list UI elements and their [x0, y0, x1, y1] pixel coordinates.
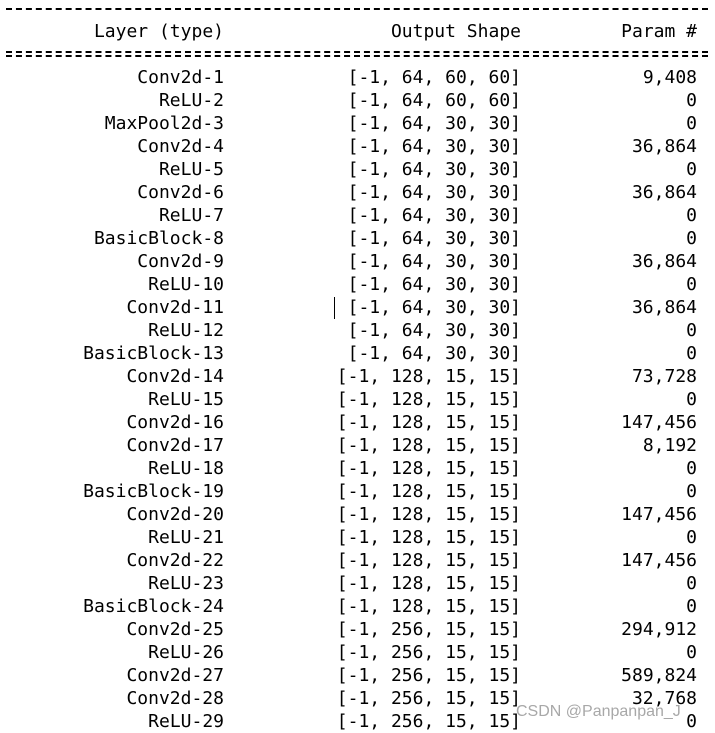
table-row — [0, 66, 715, 89]
layer-name: Conv2d-9 — [137, 251, 224, 272]
table-row — [0, 618, 715, 641]
table-row — [0, 181, 715, 204]
table-row — [0, 227, 715, 250]
output-shape: [-1, 64, 30, 30] — [347, 343, 521, 364]
param-count: 589,824 — [621, 665, 697, 686]
table-row — [0, 365, 715, 388]
output-shape: [-1, 64, 30, 30] — [347, 159, 521, 180]
param-count: 0 — [686, 458, 697, 479]
table-row — [0, 480, 715, 503]
param-count: 0 — [686, 642, 697, 663]
param-count: 0 — [686, 90, 697, 111]
layer-name: Conv2d-20 — [126, 504, 224, 525]
param-count: 0 — [686, 205, 697, 226]
param-count: 0 — [686, 711, 697, 732]
header-param-count: Param # — [621, 21, 697, 42]
table-row — [0, 411, 715, 434]
table-row — [0, 595, 715, 618]
output-shape: [-1, 64, 30, 30] — [347, 251, 521, 272]
top-divider — [6, 8, 708, 10]
table-row — [0, 342, 715, 365]
output-shape: [-1, 256, 15, 15] — [336, 642, 521, 663]
output-shape: [-1, 128, 15, 15] — [336, 573, 521, 594]
table-row — [0, 503, 715, 526]
param-count: 0 — [686, 481, 697, 502]
param-count: 0 — [686, 159, 697, 180]
table-row — [0, 296, 715, 319]
layer-name: ReLU-2 — [158, 90, 224, 111]
param-count: 0 — [686, 343, 697, 364]
output-shape: [-1, 128, 15, 15] — [336, 458, 521, 479]
table-row — [0, 204, 715, 227]
table-row — [0, 273, 715, 296]
layer-name: ReLU-18 — [148, 458, 224, 479]
output-shape: [-1, 128, 15, 15] — [336, 412, 521, 433]
layer-name: BasicBlock-8 — [93, 228, 224, 249]
layer-name: Conv2d-22 — [126, 550, 224, 571]
layer-name: Conv2d-25 — [126, 619, 224, 640]
layer-name: Conv2d-28 — [126, 688, 224, 709]
output-shape: [-1, 256, 15, 15] — [336, 711, 521, 732]
output-shape: [-1, 128, 15, 15] — [336, 596, 521, 617]
table-row — [0, 89, 715, 112]
param-count: 8,192 — [642, 435, 697, 456]
header-output-shape: Output Shape — [390, 21, 521, 42]
param-count: 0 — [686, 573, 697, 594]
output-shape: [-1, 128, 15, 15] — [336, 527, 521, 548]
output-shape: [-1, 64, 30, 30] — [347, 182, 521, 203]
layer-name: ReLU-10 — [148, 274, 224, 295]
param-count: 36,864 — [631, 251, 697, 272]
param-count: 32,768 — [631, 688, 697, 709]
layer-name: Conv2d-17 — [126, 435, 224, 456]
param-count: 0 — [686, 320, 697, 341]
param-count: 147,456 — [621, 412, 697, 433]
table-row — [0, 319, 715, 342]
layer-name: BasicBlock-19 — [83, 481, 224, 502]
watermark: CSDN @Panpanpan_J — [516, 703, 681, 720]
param-count: 0 — [686, 113, 697, 134]
table-row — [0, 158, 715, 181]
header-divider — [6, 51, 708, 57]
output-shape: [-1, 128, 15, 15] — [336, 389, 521, 410]
output-shape: [-1, 128, 15, 15] — [336, 550, 521, 571]
table-row — [0, 641, 715, 664]
output-shape: [-1, 64, 30, 30] — [347, 297, 521, 318]
param-count: 0 — [686, 389, 697, 410]
layer-name: Conv2d-14 — [126, 366, 224, 387]
table-row — [0, 572, 715, 595]
layer-name: BasicBlock-13 — [83, 343, 224, 364]
layer-name: ReLU-12 — [148, 320, 224, 341]
output-shape: [-1, 64, 60, 60] — [347, 90, 521, 111]
param-count: 36,864 — [631, 182, 697, 203]
layer-name: Conv2d-16 — [126, 412, 224, 433]
layer-name: ReLU-26 — [148, 642, 224, 663]
table-row — [0, 135, 715, 158]
output-shape: [-1, 64, 30, 30] — [347, 320, 521, 341]
param-count: 0 — [686, 228, 697, 249]
layer-name: ReLU-23 — [148, 573, 224, 594]
layer-name: ReLU-29 — [148, 711, 224, 732]
output-shape: [-1, 64, 60, 60] — [347, 67, 521, 88]
layer-name: BasicBlock-24 — [83, 596, 224, 617]
layer-name: ReLU-5 — [158, 159, 224, 180]
param-count: 147,456 — [621, 504, 697, 525]
layer-name: Conv2d-11 — [126, 297, 224, 318]
output-shape: [-1, 128, 15, 15] — [336, 504, 521, 525]
layer-name: ReLU-7 — [158, 205, 224, 226]
output-shape: [-1, 256, 15, 15] — [336, 665, 521, 686]
layer-name: Conv2d-27 — [126, 665, 224, 686]
table-row — [0, 526, 715, 549]
table-header — [0, 20, 715, 43]
header-layer-type: Layer (type) — [93, 21, 224, 42]
table-row — [0, 434, 715, 457]
param-count: 0 — [686, 527, 697, 548]
param-count: 36,864 — [631, 136, 697, 157]
layer-name: MaxPool2d-3 — [104, 113, 224, 134]
layer-name: ReLU-21 — [148, 527, 224, 548]
output-shape: [-1, 128, 15, 15] — [336, 366, 521, 387]
table-row — [0, 112, 715, 135]
table-row — [0, 250, 715, 273]
param-count: 9,408 — [642, 67, 697, 88]
param-count: 0 — [686, 596, 697, 617]
layer-name: Conv2d-6 — [137, 182, 224, 203]
output-shape: [-1, 64, 30, 30] — [347, 113, 521, 134]
output-shape: [-1, 256, 15, 15] — [336, 688, 521, 709]
param-count: 36,864 — [631, 297, 697, 318]
param-count: 0 — [686, 274, 697, 295]
table-row — [0, 664, 715, 687]
output-shape: [-1, 64, 30, 30] — [347, 228, 521, 249]
output-shape: [-1, 64, 30, 30] — [347, 205, 521, 226]
table-row — [0, 388, 715, 411]
param-count: 147,456 — [621, 550, 697, 571]
table-row — [0, 549, 715, 572]
layer-name: Conv2d-1 — [137, 67, 224, 88]
param-count: 73,728 — [631, 366, 697, 387]
output-shape: [-1, 128, 15, 15] — [336, 435, 521, 456]
text-cursor — [334, 297, 335, 319]
output-shape: [-1, 256, 15, 15] — [336, 619, 521, 640]
layer-name: Conv2d-4 — [137, 136, 224, 157]
output-shape: [-1, 64, 30, 30] — [347, 274, 521, 295]
param-count: 294,912 — [621, 619, 697, 640]
output-shape: [-1, 64, 30, 30] — [347, 136, 521, 157]
table-row — [0, 457, 715, 480]
layer-name: ReLU-15 — [148, 389, 224, 410]
output-shape: [-1, 128, 15, 15] — [336, 481, 521, 502]
